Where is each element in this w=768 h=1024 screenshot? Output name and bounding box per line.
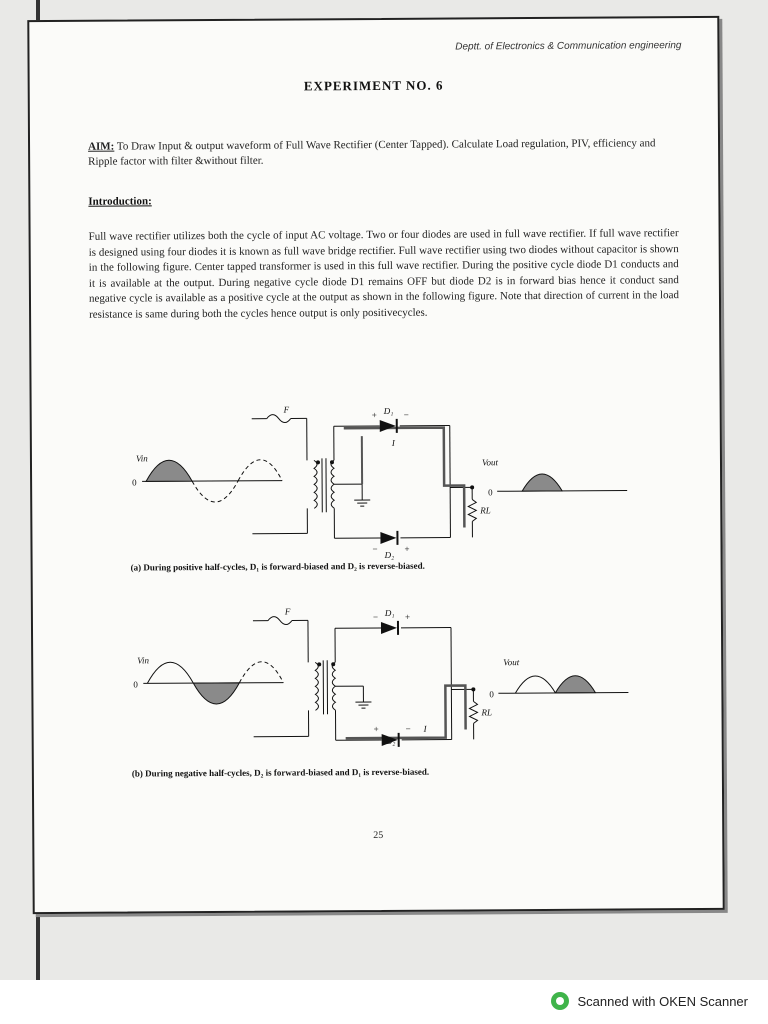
rl-label: RL: [481, 707, 493, 718]
d1-plus: +: [371, 409, 377, 421]
output-positive-half-shaded: [522, 474, 562, 491]
input-negative-half-shaded: [193, 683, 239, 704]
document-page: [27, 16, 724, 914]
d2-label: D₂: [384, 549, 395, 560]
rl-label: RL: [480, 505, 491, 516]
introduction-paragraph: Full wave rectifier utilizes both the cycle of input AC voltage. Two or four diodes are used in full wave rectifier. If full wave rectifier is designed using four diodes it is known as full wave bridge rectifier. Full wave rectifier using two diodes without capacitor is shown in the following figure. Center tapped transformer is used in this full wave rectifier. During the positive cycle diode D1 conducts and it is available at the output. During negative cycle diode D1 remains OFF but diode D2 is in forward bias hence it conduct sand negative cycle is available as a positive cycle at the output as shown in the following figure. Note that direction of current in the load resistance is same during both the cycles hence output is only positivecycles.: [88, 227, 680, 321]
vin-label: Vin: [137, 655, 150, 666]
current-label: I: [423, 723, 427, 734]
vin-label: Vin: [135, 453, 148, 464]
output-zero-label: 0: [488, 487, 493, 498]
experiment-title: EXPERIMENT NO. 6: [303, 77, 444, 94]
load-resistor: [469, 701, 477, 723]
d2-plus: +: [404, 543, 410, 554]
scanner-logo-icon: [551, 992, 569, 1010]
transformer-secondary-coil: [331, 460, 334, 508]
transformer-secondary-coil: [332, 662, 335, 710]
d1-label: D₁: [384, 607, 395, 618]
d2-plus: +: [373, 723, 379, 735]
figure-b-caption: (b) During negative half-cycles, D₂ is forward-biased and D₁ is reverse-biased.: [131, 766, 430, 779]
input-positive-half: [147, 662, 193, 683]
vout-label: Vout: [503, 657, 520, 668]
figure-b-circuit: [123, 584, 644, 747]
vout-label: Vout: [481, 457, 499, 468]
figure-a-caption: (a) During positive half-cycles, D₁ is forward-biased and D₂ is reverse-biased.: [130, 560, 425, 573]
transformer-primary-coil: [314, 460, 317, 508]
d1-minus: −: [403, 409, 409, 420]
d1-plus: +: [404, 611, 411, 622]
d2-label: D₂: [385, 735, 396, 746]
d1-minus: −: [372, 611, 379, 623]
aim-text: To Draw Input & output waveform of Full Wave Rectifier (Center Tapped). Calculate Load regulation, PIV, efficiency and Ripple factor with filter &without filter.: [88, 137, 656, 168]
scanner-watermark-text: Scanned with OKEN Scanner: [577, 993, 748, 1009]
zero-label: 0: [133, 679, 138, 690]
fuse-label: F: [283, 404, 290, 415]
d1-label: D₁: [383, 405, 394, 416]
diode-d1-symbol: [381, 622, 397, 634]
scanner-watermark: [551, 992, 748, 1010]
page-number: 25: [373, 829, 384, 842]
diode-d2-symbol: [380, 532, 396, 544]
input-next-half: [238, 460, 282, 481]
input-negative-half: [192, 481, 238, 502]
output-first-half: [515, 676, 555, 693]
aim-paragraph: [88, 136, 676, 170]
d2-minus: −: [405, 723, 411, 734]
output-second-half-shaded: [555, 676, 595, 693]
diode-d1-symbol: [380, 420, 396, 432]
figure-a-circuit: [122, 386, 643, 560]
department-header: Deptt. of Electronics & Communication engineering: [455, 40, 682, 53]
d2-minus: −: [372, 543, 378, 555]
zero-label: 0: [132, 477, 137, 488]
input-positive-half-shaded: [146, 460, 192, 481]
input-next-half: [239, 662, 283, 683]
aim-label: AIM:: [88, 140, 115, 153]
fuse-label: F: [284, 606, 291, 617]
current-label: I: [391, 437, 395, 448]
load-resistor: [468, 499, 476, 521]
transformer-primary-coil: [315, 662, 318, 710]
output-zero-label: 0: [489, 689, 494, 700]
introduction-heading: Introduction:: [88, 195, 152, 208]
